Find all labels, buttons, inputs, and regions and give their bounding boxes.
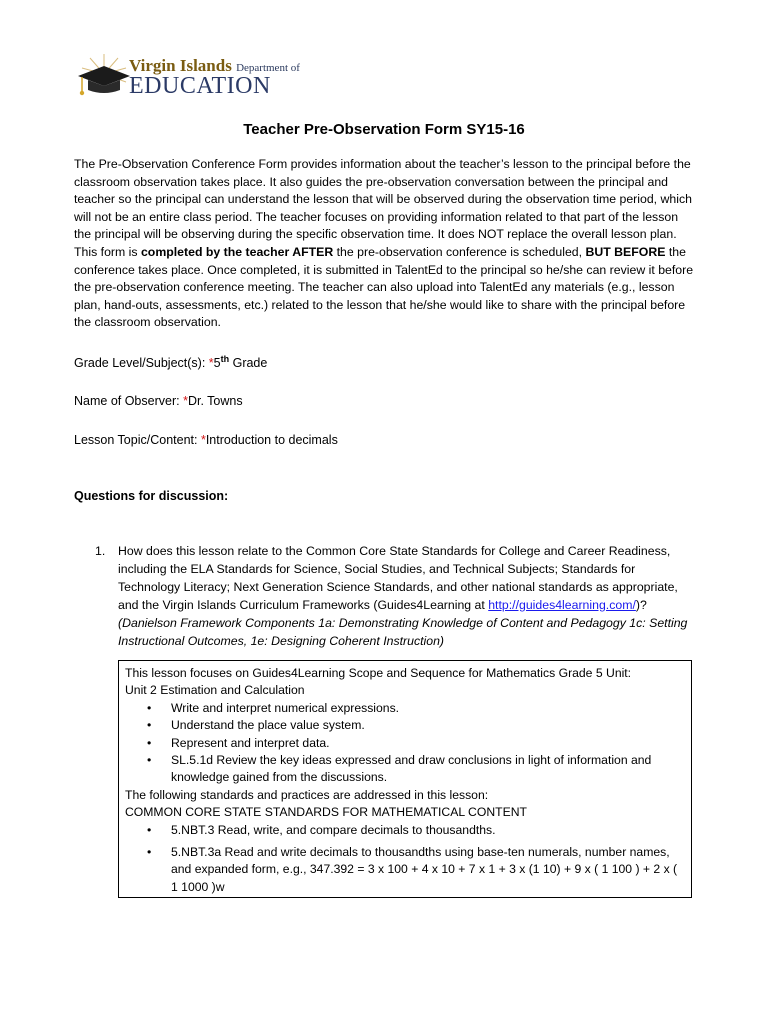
list-item: • Represent and interpret data.	[147, 735, 330, 750]
guides4learning-link[interactable]: http://guides4learning.com/	[488, 598, 636, 612]
intro-paragraph: The Pre-Observation Conference Form provides information about the teacher’s lesson to the principal before the classroom observation takes place. It also guides the pre-observation conversation between the principal and teacher so the principal can understand the lesson that will be observed during the observation time period, which will not be an entire class period. The teacher focuses on providing information related to that part of the lesson the principal will be observing during the specific observation time. It does NOT replace the overall lesson plan. This form is completed by the teacher AFTER the pre-observation conference is scheduled, BUT BEFORE the conference takes place. Once completed, it is submitted in TalentEd to the principal so he/she can review it before the pre-observation conference meeting. The teacher can also upload into TalentEd any materials (e.g., lesson plan, hand-outs, assessments, etc.) related to the lesson that he/she would like to share with the principal before the classroom observation.	[74, 157, 694, 330]
list-item: • SL.5.1d Review the key ideas expressed and draw conclusions in light of information and knowledge gained from the discussions.	[147, 753, 652, 785]
list-item: • Understand the place value system.	[147, 718, 365, 733]
list-item: • 5.NBT.3a Read and write decimals to thousandths using base-ten numerals, number names, and expanded form, e.g., 347.392 = 3 x 100 + 4 x 10 + 7 x 1 + 3 x (1 10) + 9 x ( 1 100 ) + 2 x ( 1 1000 )w	[147, 845, 678, 894]
logo-name: Virgin Islands	[129, 56, 232, 75]
objectives-list	[125, 700, 685, 787]
question-number: 1.	[95, 544, 106, 558]
answer-line: This lesson focuses on Guides4Learning Scope and Sequence for Mathematics Grade 5 Unit:	[125, 666, 632, 680]
required-marker: *	[183, 394, 188, 408]
vi-education-logo	[72, 54, 300, 102]
question-1: 1. How does this lesson relate to the Common Core State Standards for College and Career Readiness, including the ELA Standards for Science, Social Studies, and Technical Subjects; Standards for Technology Literacy; Next Generation Science Standards, and other national standards as appropriate, and the Virgin Islands Curriculum Frameworks (Guides4Learning at http://guides4learning.com/)? (Danielson Framework Components 1a: Demonstrating Knowledge of Content and Pedagogy 1c: Setting Instructional Outcomes, 1e: Designing Coherent Instruction)	[95, 544, 688, 648]
logo-education: EDUCATION	[129, 73, 271, 99]
required-marker: *	[200, 433, 206, 447]
standards-heading: COMMON CORE STATE STANDARDS FOR MATHEMATICAL CONTENT	[125, 805, 527, 820]
answer-line: The following standards and practices are addressed in this lesson:	[125, 787, 489, 802]
required-marker: *	[208, 356, 214, 371]
list-item: • Write and interpret numerical expressions.	[147, 700, 400, 715]
answer-unit: Unit 2 Estimation and Calculation	[125, 683, 305, 698]
answer-box	[118, 660, 692, 898]
grade-level-field: Grade Level/Subject(s): *5th Grade	[74, 354, 268, 371]
graduation-cap-icon	[72, 54, 132, 102]
logo-department: Department of	[236, 62, 300, 74]
danielson-note: (Danielson Framework Components 1a: Demonstrating Knowledge of Content and Pedagogy 1c: Setting Instructional Outcomes, 1e: Designing Coherent Instruction)	[118, 616, 688, 648]
lesson-topic-field: Lesson Topic/Content: *Introduction to decimals	[74, 433, 338, 447]
questions-heading: Questions for discussion:	[74, 489, 229, 503]
list-item: • 5.NBT.3 Read, write, and compare decimals to thousandths.	[147, 822, 496, 837]
observer-field: Name of Observer: *Dr. Towns	[74, 394, 243, 408]
standards-list	[125, 822, 685, 897]
form-title: Teacher Pre-Observation Form SY15-16	[243, 121, 525, 138]
